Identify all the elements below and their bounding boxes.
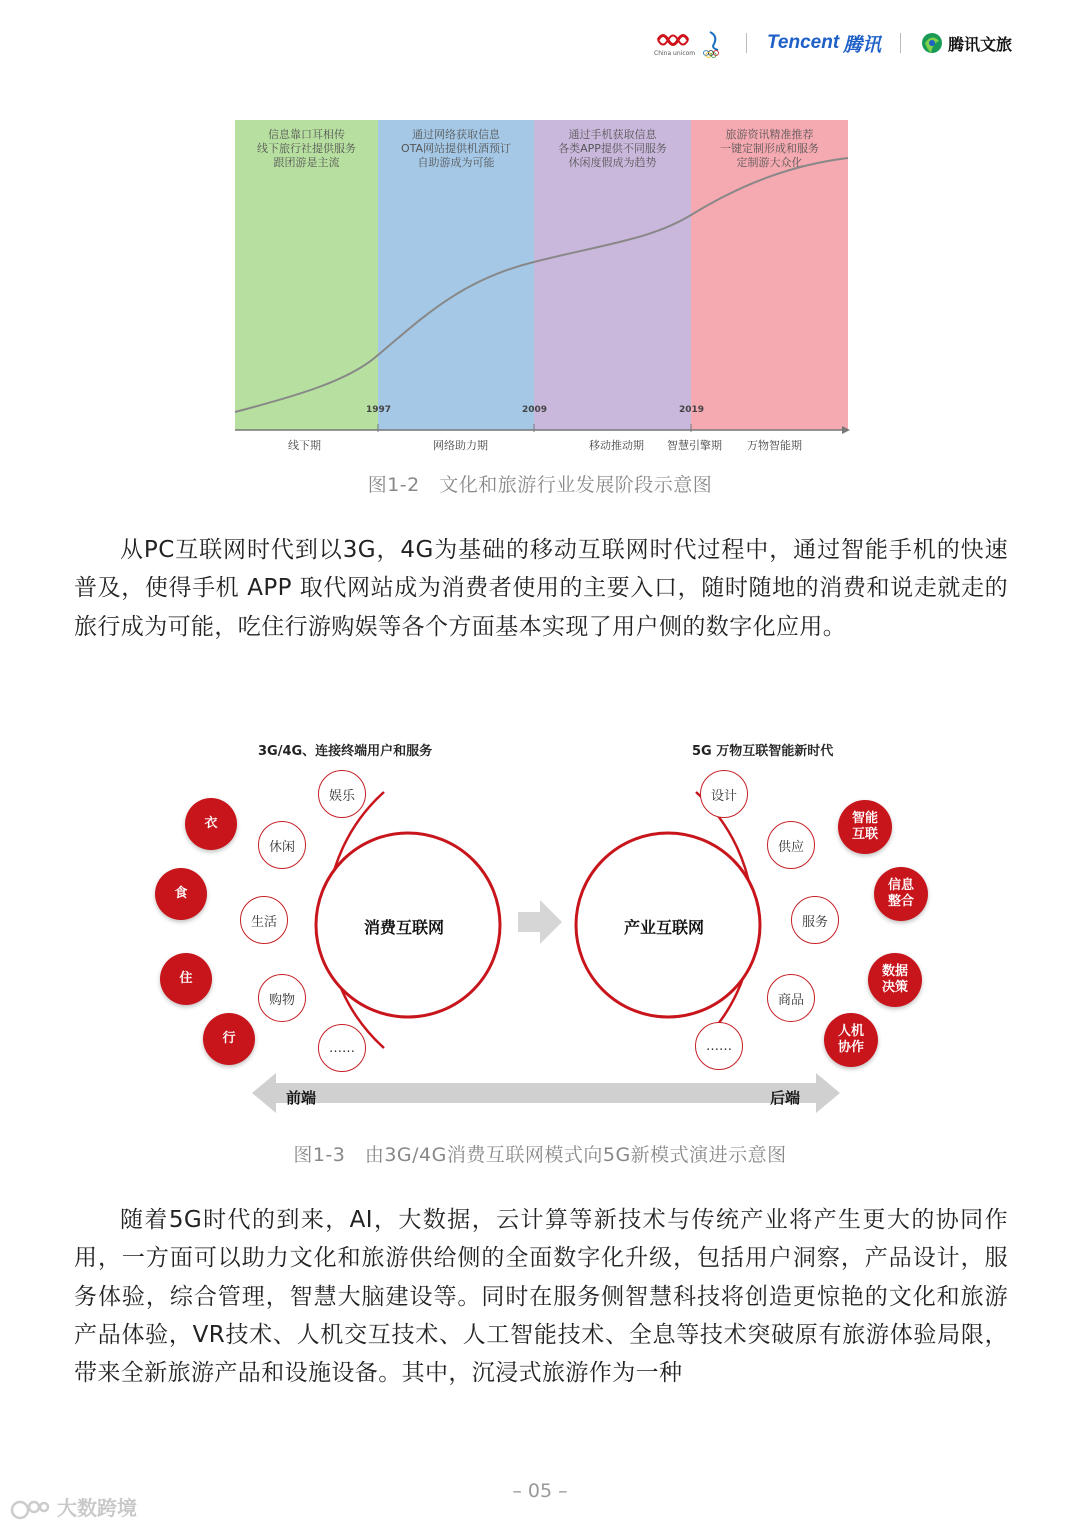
left-section-title: 3G/4G、连接终端用户和服务 [258,744,433,759]
front-end-label: 前端 [286,1089,317,1107]
body-paragraph-1: 从PC互联网时代到以3G，4G为基础的移动互联网时代过程中，通过智能手机的快速普及，使得手机 APP 取代网站成为消费者使用的主要入口，随时随地的消费和说走就走的旅行成为可能，吃住行游购娱等各个方面基本实现了用户侧的数字化应用。 [74,537,1008,640]
phase-label: 移动推动期 [589,439,644,452]
red-node-text: 信息 整合 [887,878,914,909]
node-more: …… [318,1024,366,1072]
node-goods: 商品 [767,974,815,1022]
consumer-internet-label: 消费互联网 [364,918,445,937]
growth-curve [235,158,848,412]
red-node-data-decision [868,953,922,1007]
red-node-text: 数据 决策 [881,964,908,995]
red-node-info-integration [874,867,928,921]
tencent-wordmark: Tencent [767,32,840,53]
node-shopping: 购物 [258,974,306,1022]
tencent-cn-wordmark: 腾讯 [843,34,882,56]
year-label: 1997 [366,405,392,415]
growth-curve-layer [0,0,1080,460]
phase-label: 线下期 [288,439,321,452]
phase-label: 智慧引擎期 [667,439,722,452]
timeline-arrow [842,426,850,434]
phase-label: 网络助力期 [433,439,488,452]
band-text-2: 通过网络获取信息 OTA网站提供机酒预订 自助游成为可能 [400,128,512,169]
svg-text:China unicom: China unicom [654,50,696,57]
body-paragraph-2: 随着5G时代的到来，AI，大数据，云计算等新技术与传统产业将产生更大的协同作用，一方面可以助力文化和旅游供给侧的全面数字化升级，包括用户洞察，产品设计，服务体验，综合管理，智慧大脑建设等。同时在服务侧智慧科技将创造更惊艳的文化和旅游产品体验，VR技术、人机交互技术、人工智能技术、全息等技术突破原有旅游体验局限，带来全新旅游产品和设施设备。其中，沉浸式旅游作为一种 [74,1207,1008,1387]
red-node-text: 智能 互联 [851,811,878,842]
year-label: 2009 [522,405,548,415]
node-design: 设计 [700,770,748,818]
red-node-smart-iot [838,800,892,854]
band-text-4: 旅游资讯精准推荐 一键定制形成和服务 定制游大众化 [720,128,819,169]
phase-label: 万物智能期 [747,439,802,452]
front-back-arrow [252,1073,840,1113]
node-service: 服务 [791,896,839,944]
figure1-caption: 图1-2 文化和旅游行业发展阶段示意图 [367,474,713,496]
red-node-food: 食 [155,868,207,920]
watermark-text: 大数跨境 [56,1496,137,1520]
node-supply: 供应 [767,821,815,869]
node-leisure: 休闲 [258,821,306,869]
band-text-3: 通过手机获取信息 各类APP提供不同服务 休闲度假成为趋势 [558,128,667,169]
watermark [10,1492,137,1521]
node-more: …… [695,1022,743,1070]
year-label: 2019 [679,405,705,415]
red-node-clothing: 衣 [185,798,237,850]
red-node-housing: 住 [160,953,212,1005]
watermark-logo-icon [10,1499,50,1521]
page-number: – 05 – [512,1480,568,1502]
red-node-text: 人机 协作 [837,1024,864,1055]
transition-arrow [518,900,562,944]
right-section-title: 5G 万物互联智能新时代 [692,744,834,759]
band-text-1: 信息靠口耳相传 线下旅行社提供服务 跟团游是主流 [257,128,356,169]
red-node-travel: 行 [203,1013,255,1065]
red-node-human-machine [824,1013,878,1067]
industry-internet-label: 产业互联网 [624,918,705,937]
back-end-label: 后端 [770,1089,801,1107]
figure2-caption: 图1-3 由3G/4G消费互联网模式向5G新模式演进示意图 [293,1144,787,1166]
tencent-travel-wordmark: 腾讯文旅 [948,34,1013,54]
node-entertainment: 娱乐 [318,770,366,818]
node-life: 生活 [240,896,288,944]
